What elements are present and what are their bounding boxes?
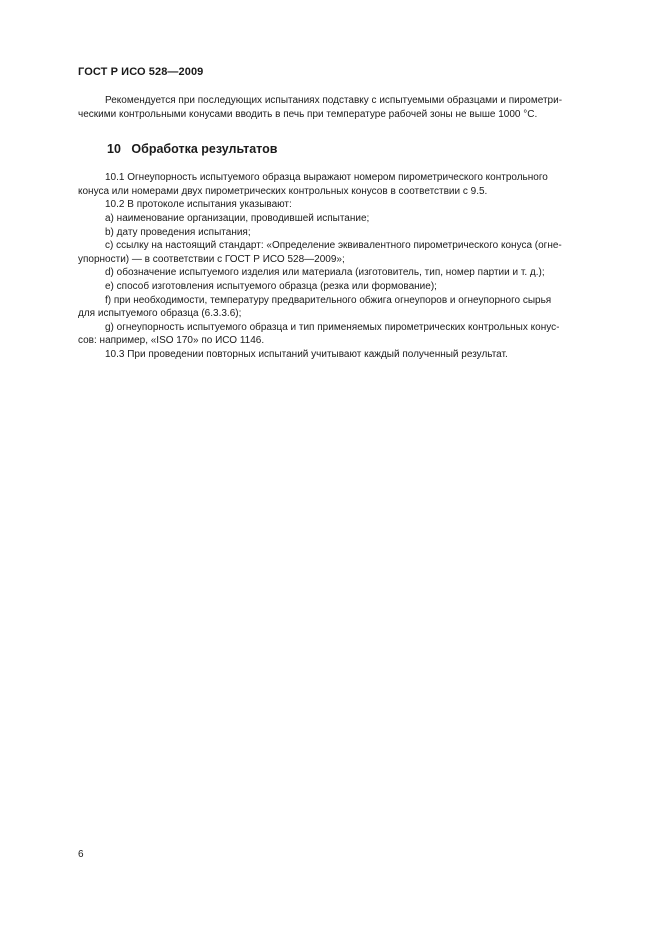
- paragraph-10-2: 10.2 В протоколе испытания указывают:: [105, 199, 292, 211]
- section-heading: [78, 141, 586, 157]
- list-item-e: e) способ изготовления испытуемого образца (резка или формование);: [105, 280, 437, 292]
- intro-line-1: Рекомендуется при последующих испытаниях подставку с испытуемыми образцами и пирометри-: [105, 95, 563, 106]
- section-title: Обработка результатов: [131, 142, 278, 157]
- list-item-d: d) обозначение испытуемого изделия или материала (изготовитель, тип, номер партии и т. д.);: [105, 267, 545, 279]
- paragraph-10-3: 10.3 При проведении повторных испытаний учитывают каждый полученный результат.: [105, 348, 508, 360]
- section-number: 10: [107, 142, 121, 157]
- list-item-c-line-1: c) ссылку на настоящий стандарт: «Определение эквивалентного пирометрического конуса (огне-: [105, 240, 562, 252]
- list-item-a: a) наименование организации, проводившей испытание;: [105, 212, 370, 224]
- list-item-b: b) дату проведения испытания;: [105, 226, 251, 238]
- paragraph-10-1-line-2: конуса или номерами двух пирометрических контрольных конусов в соответствии с 9.5.: [78, 185, 488, 197]
- intro-line-2: ческими контрольными конусами вводить в печь при температуре рабочей зоны не выше 1000 °С.: [78, 108, 538, 120]
- page-number: 6: [78, 849, 84, 860]
- list-item-c-line-2: упорности) — в соответствии с ГОСТ Р ИСО 528—2009»;: [78, 253, 345, 265]
- list-item-f-line-2: для испытуемого образца (6.3.3.6);: [78, 308, 242, 320]
- document-body: [78, 94, 586, 362]
- list-item-g-line-2: сов: например, «ISO 170» по ИСО 1146.: [78, 335, 265, 347]
- page-header-standard: ГОСТ Р ИСО 528—2009: [78, 66, 204, 78]
- paragraph-10-1-line-1: 10.1 Огнеупорность испытуемого образца выражают номером пирометрического контрольного: [105, 172, 548, 184]
- list-item-f-line-1: f) при необходимости, температуру предварительного обжига огнеупоров и огнеупорного сырья: [105, 294, 552, 306]
- list-item-g-line-1: g) огнеупорность испытуемого образца и тип применяемых пирометрических контрольных конус-: [105, 321, 560, 333]
